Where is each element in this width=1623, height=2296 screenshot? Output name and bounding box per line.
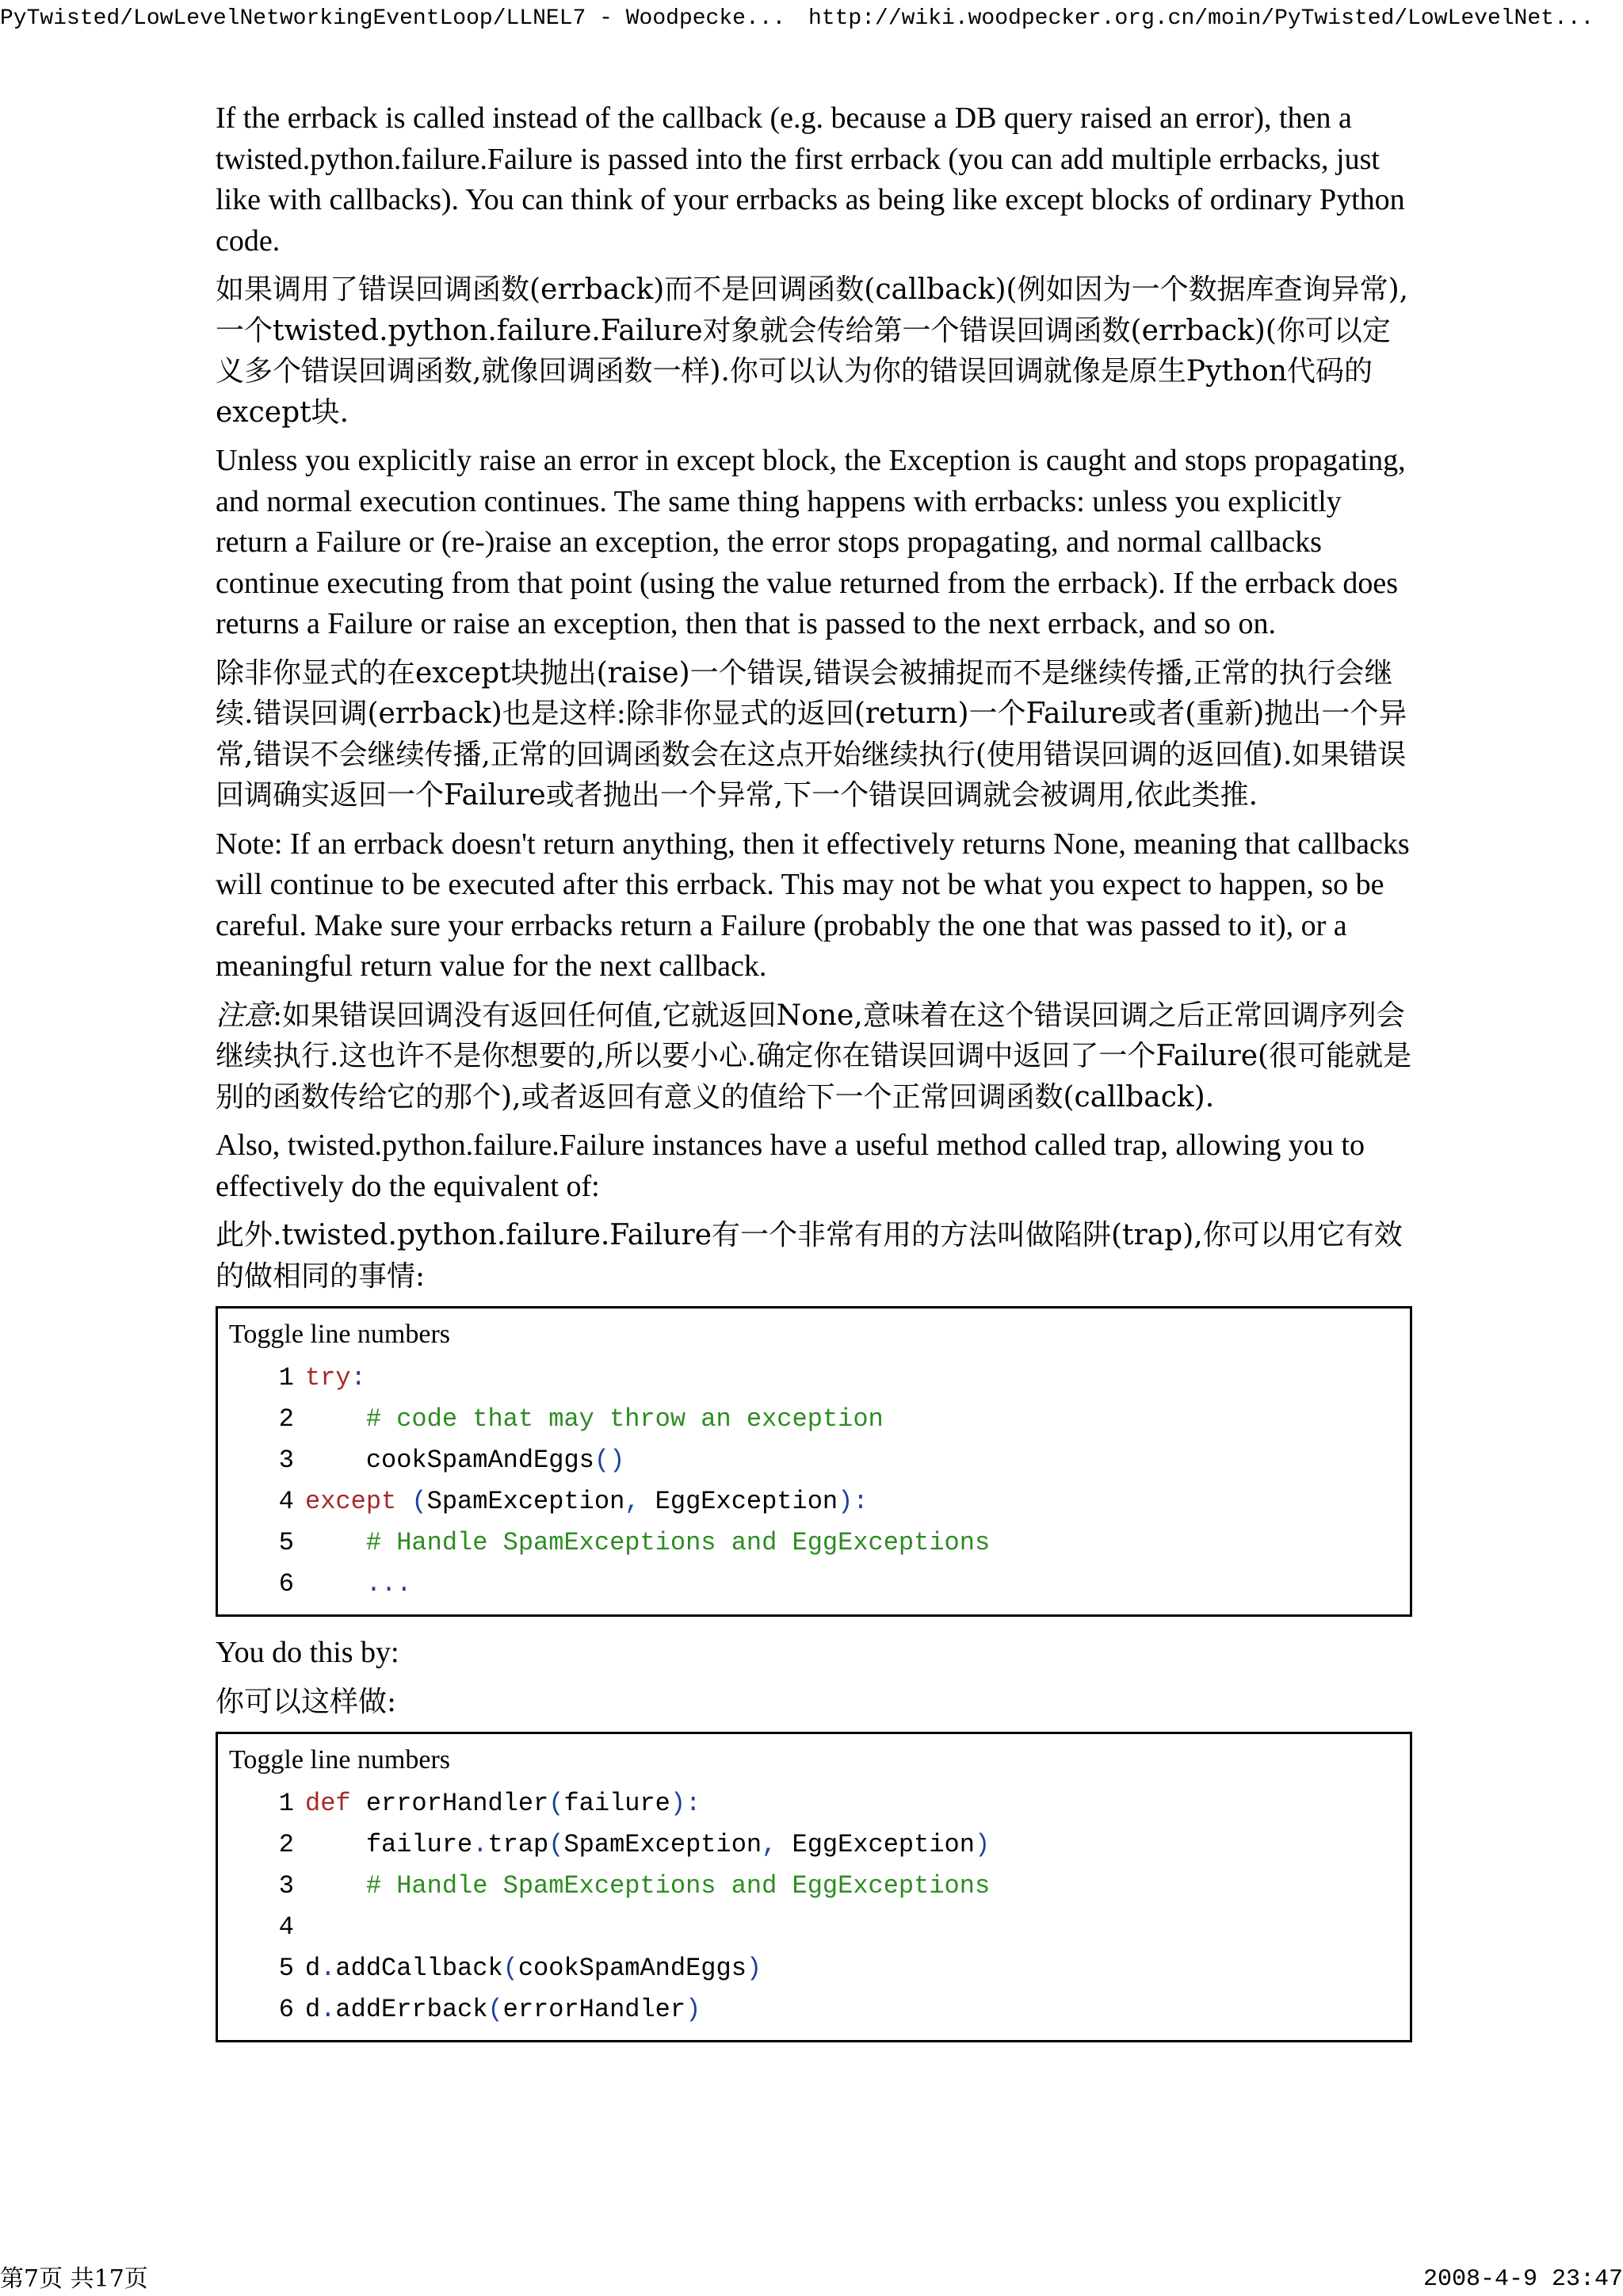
line-number: 1 [278, 1789, 294, 1818]
print-header [0, 0, 1623, 38]
code-line [229, 1866, 1399, 1907]
line-number: 6 [278, 1995, 294, 2024]
code-token: . [320, 1954, 336, 1983]
code-token: ) [746, 1954, 762, 1983]
code-token: ): [838, 1487, 869, 1516]
header-page-title: PyTwisted/LowLevelNetworkingEventLoop/LLNEL7 - Woodpecke... [0, 6, 786, 31]
code-line [229, 1358, 1399, 1399]
toggle-line-numbers-link[interactable]: Toggle line numbers [229, 1745, 451, 1775]
code-token: ) [685, 1995, 701, 2024]
footer-timestamp: 2008-4-9 23:47 [1423, 2266, 1623, 2293]
code-lines [229, 1358, 1399, 1605]
code-token: EggException [640, 1487, 838, 1516]
code-token: addErrback [335, 1995, 488, 2024]
code-line [229, 1907, 1399, 1948]
line-number: 4 [278, 1912, 294, 1942]
paragraph-errback-en: If the errback is called instead of the callback (e.g. because a DB query raised an error), then a twisted.python.failure.Failure is passed into the first errback (you can add multiple errbacks, just like with callbacks). You can think of your errbacks as being like except blocks of ordinary Python code. [216, 101, 1405, 258]
line-number: 2 [278, 1404, 294, 1434]
paragraph-you-do-this-en: You do this by: [216, 1636, 399, 1669]
code-token: ( [411, 1487, 427, 1516]
paragraph-propagation-en: Unless you explicitly raise an error in except block, the Exception is caught and stops propagating, and normal execution continues. The same thing happens with errbacks: unless you explicitly return a Failure or (re-)raise an exception, the error stops propagating, and normal callbacks continue executing from that point (using the value returned from the errback). If the errback does returns a Failure or raise an exception, then that is passed to the next errback, and so on. [216, 444, 1406, 640]
code-token: def [305, 1789, 351, 1818]
code-token: ): [670, 1789, 701, 1818]
print-footer [0, 2265, 1623, 2294]
paragraph-note-en: Note: If an errback doesn't return anything, then it effectively returns None, meaning that callbacks will continue to be executed after this errback. This may not be what you expect to happen, so be careful. Make sure your errbacks return a Failure (probably the one that was passed to it), or a meaningful return value for the next callback. [216, 827, 1410, 983]
header-url[interactable]: http://wiki.woodpecker.org.cn/moin/PyTwisted/LowLevelNet... [808, 6, 1594, 31]
code-token: # code that may throw an exception [365, 1404, 884, 1434]
code-token: , [624, 1487, 640, 1516]
footer-page-count: 第7页 共17页 [0, 2265, 148, 2293]
code-token: : [350, 1363, 366, 1392]
code-token: , [762, 1830, 777, 1859]
code-token: ( [487, 1995, 503, 2024]
paragraph-note-zh: 注意:如果错误回调没有返回任何值,它就返回None,意味着在这个错误回调之后正常回调序列会继续执行.这也许不是你想要的,所以要小心.确定你在错误回调中返回了一个Failure(很可能就是别的函数传给它的那个),或者返回有意义的值给下一个正常回调函数(callback). [216, 999, 1412, 1114]
code-token: addCallback [335, 1954, 503, 1983]
code-token [305, 1569, 366, 1599]
code-token: # Handle SpamExceptions and EggExceptions [365, 1871, 991, 1901]
code-token: ... [365, 1569, 412, 1599]
code-token: () [594, 1446, 625, 1475]
code-token: errorHandler [502, 1995, 686, 2024]
line-number: 3 [278, 1446, 294, 1475]
code-line [229, 1522, 1399, 1564]
code-token [305, 1404, 366, 1434]
code-token: d [305, 1995, 321, 2024]
code-line [229, 1564, 1399, 1605]
code-token [305, 1871, 366, 1901]
line-number: 6 [278, 1569, 294, 1599]
code-line [229, 1948, 1399, 1989]
line-number: 2 [278, 1830, 294, 1859]
code-token: . [320, 1995, 336, 2024]
paragraph-propagation-zh: 除非你显式的在except块抛出(raise)一个错误,错误会被捕捉而不是继续传播,正常的执行会继续.错误回调(errback)也是这样:除非你显式的返回(return)一个Failure或者(重新)抛出一个异常,错误不会继续传播,正常的回调函数会在这点开始继续执行(使用错误回调的返回值).如果错误回调确实返回一个Failure或者抛出一个异常,下一个错误回调就会被调用,依此类推. [216, 656, 1407, 812]
page-content [216, 98, 1412, 2058]
code-token: cookSpamAndEggs [517, 1954, 747, 1983]
line-number: 4 [278, 1487, 294, 1516]
code-token: failure [305, 1830, 473, 1859]
code-token: EggException [777, 1830, 975, 1859]
code-token: try [305, 1363, 351, 1392]
code-token: SpamException [563, 1830, 762, 1859]
code-token: . [472, 1830, 488, 1859]
code-token: cookSpamAndEggs [305, 1446, 594, 1475]
code-token: ) [974, 1830, 991, 1859]
code-lines [229, 1783, 1399, 2030]
code-token: d [305, 1954, 321, 1983]
code-token: SpamException [426, 1487, 625, 1516]
paragraph-trap-en: Also, twisted.python.failure.Failure instances have a useful method called trap, allowing you to effectively do the equivalent of: [216, 1129, 1365, 1203]
line-number: 5 [278, 1528, 294, 1557]
code-token: errorHandler [350, 1789, 549, 1818]
code-block-try-except [216, 1306, 1412, 1617]
code-line [229, 1440, 1399, 1481]
code-token: # Handle SpamExceptions and EggExceptions [365, 1528, 991, 1557]
line-number: 1 [278, 1363, 294, 1392]
code-token: ( [548, 1830, 564, 1859]
toggle-line-numbers-link[interactable]: Toggle line numbers [229, 1320, 451, 1349]
code-line [229, 1989, 1399, 2030]
paragraph-you-do-this-zh: 你可以这样做: [216, 1685, 397, 1718]
code-token: ( [502, 1954, 518, 1983]
code-line [229, 1824, 1399, 1866]
code-token [305, 1528, 366, 1557]
code-token: trap [487, 1830, 549, 1859]
line-number: 5 [278, 1954, 294, 1983]
paragraph-errback-zh: 如果调用了错误回调函数(errback)而不是回调函数(callback)(例如因为一个数据库查询异常),一个twisted.python.failure.Failure对象就会传给第一个错误回调函数(errback)(你可以定义多个错误回调函数,就像回调函数一样).你可以认为你的错误回调就像是原生Python代码的except块. [216, 273, 1409, 429]
code-block-error-handler [216, 1732, 1412, 2042]
line-number: 3 [278, 1871, 294, 1901]
code-line [229, 1399, 1399, 1440]
note-label: 注意 [216, 999, 273, 1032]
paragraph-trap-zh: 此外.twisted.python.failure.Failure有一个非常有用的方法叫做陷阱(trap),你可以用它有效的做相同的事情: [216, 1219, 1403, 1293]
code-line [229, 1783, 1399, 1824]
code-line [229, 1481, 1399, 1522]
code-token: except [305, 1487, 397, 1516]
code-token: failure [563, 1789, 670, 1818]
code-token [396, 1487, 411, 1516]
code-token: ( [548, 1789, 564, 1818]
